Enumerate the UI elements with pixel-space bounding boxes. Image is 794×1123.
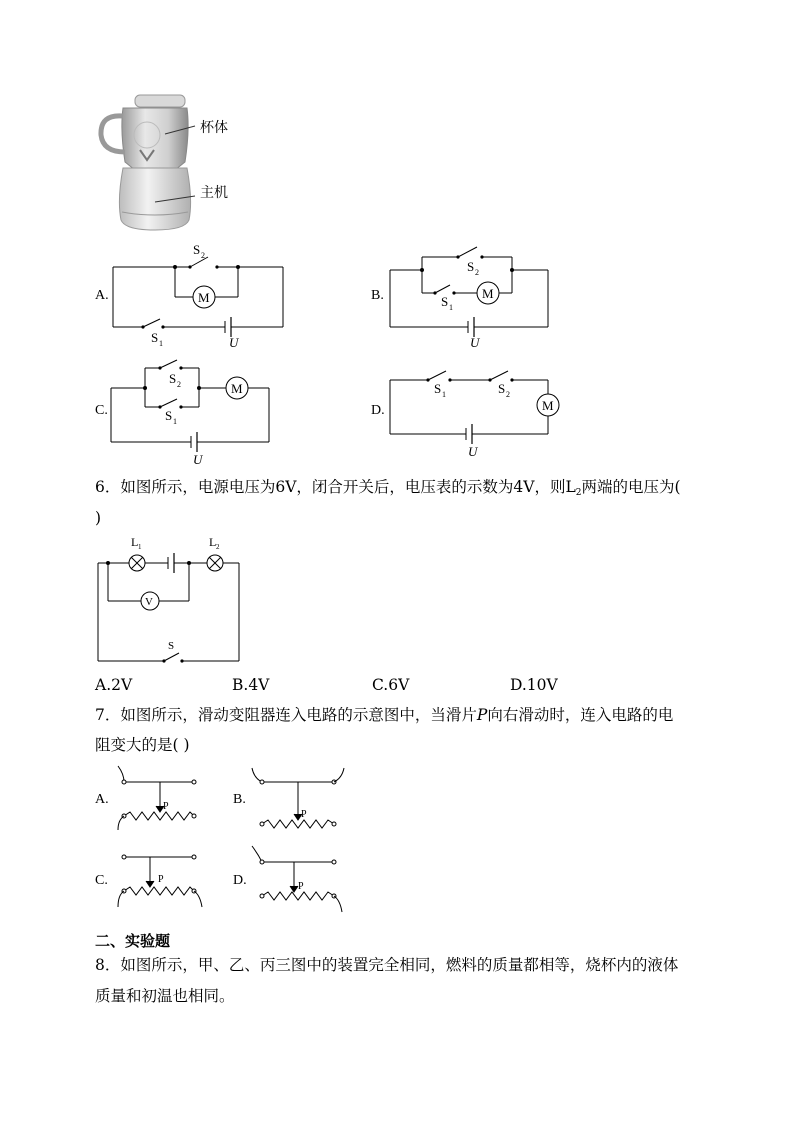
q5-option-a-label: A. (95, 288, 109, 303)
blender-image (95, 90, 245, 235)
q6-text-close: ) (95, 509, 102, 527)
lamp2-label: L (209, 535, 217, 549)
q7-rheostat-c (110, 845, 210, 915)
section-title: 二、实验题 (95, 932, 171, 950)
switch-s1-label: S (434, 381, 442, 396)
q7-rheostat-d (248, 842, 358, 917)
q6-circuit (90, 533, 250, 668)
lamp1-sub: 1 (138, 543, 142, 551)
switch-s1-sub: 1 (449, 303, 453, 312)
source-label: U (229, 335, 239, 350)
q5-option-b-label: B. (371, 288, 384, 303)
switch-label: S (168, 640, 175, 652)
motor-label: M (542, 398, 554, 413)
switch-s2-label: S (193, 242, 201, 257)
switch-s1-sub: 1 (173, 417, 177, 426)
slider-p-label: P (158, 874, 164, 885)
source-label: U (193, 452, 203, 467)
q7-text-line2: 阻变大的是( ) (95, 736, 190, 754)
q6-option-d: D.10V (510, 676, 558, 694)
q6-option-a: A.2V (95, 676, 133, 694)
switch-s1-sub: 1 (442, 390, 446, 399)
q8-text-line1: 8．如图所示，甲、乙、丙三图中的装置完全相同，燃料的质量都相等，烧杯内的液体 (95, 956, 679, 974)
voltmeter-label: V (145, 596, 153, 608)
source-label: U (468, 444, 478, 459)
q7-rheostat-a (110, 762, 220, 837)
lamp1-label: L (131, 535, 139, 549)
source-label: U (470, 335, 480, 350)
switch-s2-sub: 2 (177, 380, 181, 389)
q5-option-d-label: D. (371, 403, 385, 418)
switch-s2-sub: 2 (475, 268, 479, 277)
q7-rheostat-b (248, 762, 358, 837)
switch-s2-sub: 2 (201, 251, 205, 260)
cup-label: 杯体 (200, 120, 228, 136)
motor-label: M (482, 286, 494, 301)
slider-p-label: P (301, 809, 307, 820)
switch-s1-sub: 1 (159, 339, 163, 348)
q5-circuit-a (105, 235, 295, 355)
switch-s2-label: S (498, 381, 506, 396)
blender-figure (95, 90, 245, 235)
q7-option-b-label: B. (233, 792, 246, 807)
base-label: 主机 (200, 185, 228, 201)
motor-label: M (231, 381, 243, 396)
q5-circuit-b (380, 235, 560, 355)
switch-s1-label: S (441, 294, 449, 309)
q5-circuit-c (105, 350, 285, 470)
switch-s1-label: S (151, 330, 159, 345)
slider-p-label: P (298, 881, 304, 892)
lamp2-sub: 2 (216, 543, 220, 551)
q7-text-line1: 7．如图所示，滑动变阻器连入电路的示意图中，当滑片P向右滑动时，连入电路的电 (95, 706, 674, 724)
switch-s2-sub: 2 (506, 390, 510, 399)
switch-s2-label: S (169, 371, 177, 386)
q8-text-line2: 质量和初温也相同。 (95, 987, 235, 1005)
q6-option-c: C.6V (372, 676, 410, 694)
q6-text: 6．如图所示，电源电压为6V，闭合开关后，电压表的示数为4V，则$L_2$两端的电压为( (95, 478, 681, 498)
q7-option-a-label: A. (95, 792, 109, 807)
q5-circuit-d (380, 360, 560, 470)
motor-label: M (198, 290, 210, 305)
q6-option-b: B.4V (232, 676, 270, 694)
q5-option-c-label: C. (95, 403, 108, 418)
switch-s2-label: S (467, 259, 475, 274)
slider-p-label: P (163, 801, 169, 812)
q7-option-c-label: C. (95, 873, 108, 888)
switch-s1-label: S (165, 408, 173, 423)
q7-option-d-label: D. (233, 873, 247, 888)
